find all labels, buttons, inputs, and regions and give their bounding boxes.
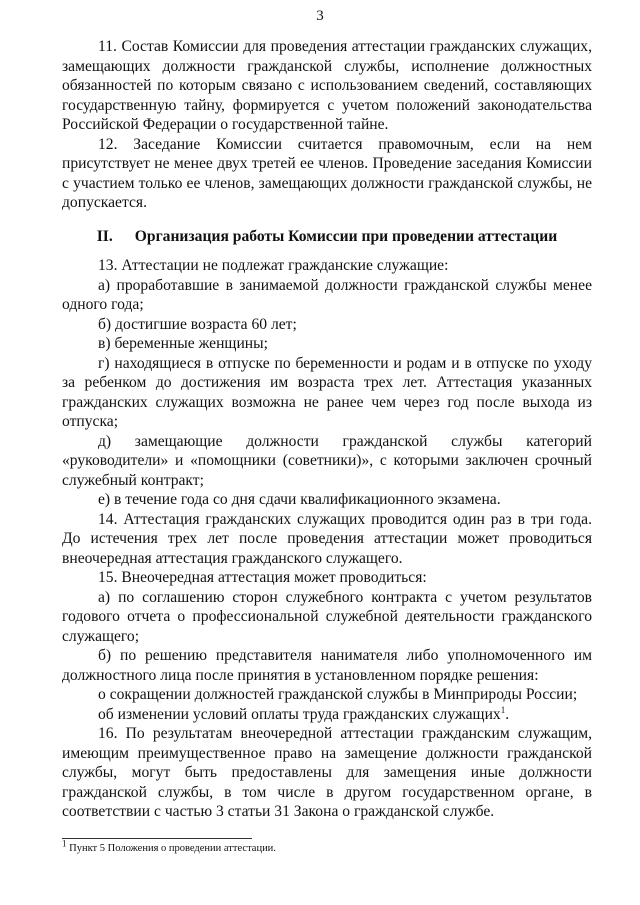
section-heading: [62, 227, 592, 247]
paragraph-13f: е) в течение года со дня сдачи квалификационного экзамена.: [98, 491, 501, 508]
paragraph-15a: а) по соглашению сторон служебного контракта с учетом результатов годового отчета о профессиональной служебной деятельности гражданского служащего;: [62, 588, 592, 645]
paragraph-13c: в) беременные женщины;: [98, 335, 268, 352]
footnote-reference: 1: [500, 704, 506, 715]
paragraph-16: 16. По результатам внеочередной аттестации гражданским служащим, имеющим преимущественное право на замещение должности гражданской службы, могут быть предоставлены для замещения иные должности гражданской службы, в том числе в другом государственном органе, в соответствии с частью 3 статьи 31 Закона о гражданской службе.: [62, 725, 592, 820]
paragraph-13a: а) проработавшие в занимаемой должности гражданской службы менее одного года;: [62, 276, 592, 313]
paragraph-13b: б) достигшие возраста 60 лет;: [98, 315, 297, 333]
paragraph-14: 14. Аттестация гражданских служащих проводится один раз в три года. До истечения трех лет после проведения аттестации может проводиться внеочередная аттестация гражданского служащего.: [62, 510, 592, 567]
footnote-text: Пункт 5 Положения о проведении аттестации.: [66, 843, 276, 854]
paragraph-15b2: [62, 705, 592, 725]
page-number: 3: [316, 8, 324, 24]
paragraph-15: 15. Внеочередная аттестация может проводиться:: [98, 569, 427, 586]
paragraph-13: 13. Аттестации не подлежат гражданские служащие:: [98, 257, 449, 274]
paragraph-15b2-text: об изменении условий оплаты труда гражданских служащих: [98, 705, 501, 723]
document-body: [62, 37, 592, 822]
paragraph-12: 12. Заседание Комиссии считается правомочным, если на нем присутствует не менее двух третей ее членов. Проведение заседания Комиссии с участием только ее членов, замещающих должности гражданской службы, не допускается.: [62, 135, 592, 211]
footnote: [62, 838, 276, 854]
footnote-mark: 1: [62, 838, 67, 849]
paragraph-15b2-end: .: [505, 705, 510, 723]
paragraph-13e: д) замещающие должности гражданской службы категорий «руководители» и «помощники (советники)», с которыми заключен срочный служебный контракт;: [62, 432, 592, 489]
paragraph-13d: г) находящиеся в отпуске по беременности и родам и в отпуске по уходу за ребенком до достижения им возраста трех лет. Аттестация указанных гражданских служащих возможна не ранее чем через год после выхода из отпуска;: [62, 354, 592, 430]
footnote-divider: [62, 838, 252, 839]
paragraph-15b: б) по решению представителя нанимателя либо уполномоченного им должностного лица после принятия в установленном порядке решения:: [62, 647, 592, 684]
paragraph-15b1: о сокращении должностей гражданской службы в Минприроды России;: [98, 686, 578, 703]
section-number: II.: [96, 227, 113, 245]
paragraph-11: 11. Состав Комиссии для проведения аттестации гражданских служащих, замещающих должности гражданской службы, исполнение должностных обязанностей по которым связано с использованием сведений, составляющих государственную тайну, формируется с учетом положений законодательства Российской Федерации о государственной тайне.: [62, 38, 592, 133]
section-title: Организация работы Комиссии при проведении аттестации: [134, 227, 558, 245]
